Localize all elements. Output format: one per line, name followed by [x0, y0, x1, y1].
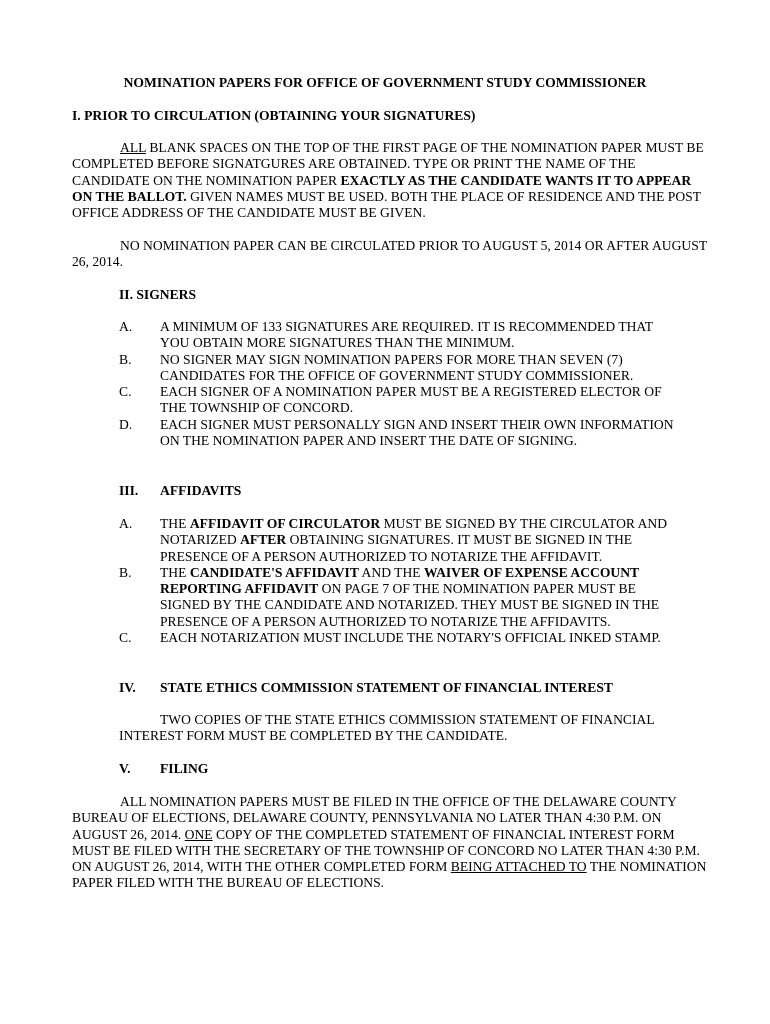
text: GIVEN NAMES MUST BE USED. BOTH THE PLACE OF RESIDENCE AND THE POST OFFICE ADDRESS OF THE CANDIDATE MUST BE GIVEN.: [72, 188, 701, 221]
section-1-paragraph-1: [72, 140, 712, 221]
signers-list: [119, 319, 679, 449]
item-text: EACH SIGNER MUST PERSONALLY SIGN AND INSERT THEIR OWN INFORMATION ON THE NOMINATION PAPER AND INSERT THE DATE OF SIGNING.: [160, 416, 674, 449]
item-text: [160, 516, 679, 565]
bold-text: CANDIDATE'S AFFIDAVIT: [189, 564, 359, 580]
document-title: NOMINATION PAPERS FOR OFFICE OF GOVERNMENT STUDY COMMISSIONER: [123, 75, 647, 90]
bold-text: EXACTLY AS THE CANDIDATE WANTS IT TO APPEAR ON THE BALLOT.: [72, 172, 692, 204]
list-item: [119, 565, 679, 630]
section-1-paragraph-2: NO NOMINATION PAPER CAN BE CIRCULATED PRIOR TO AUGUST 5, 2014 OR AFTER AUGUST 26, 2014.: [72, 238, 707, 270]
text: ON PAGE 7 OF THE NOMINATION PAPER MUST BE SIGNED BY THE CANDIDATE AND NOTARIZED. THEY MUST BE SIGNED IN THE PRESENCE OF A PERSON AUTHORIZED TO NOTARIZE THE AFFIDAVITS.: [160, 581, 660, 629]
list-item: [119, 319, 679, 352]
section-2-heading: II. SIGNERS: [119, 287, 197, 302]
section-1-heading: I. PRIOR TO CIRCULATION (OBTAINING YOUR SIGNATURES): [72, 108, 476, 123]
text: TWO COPIES OF THE STATE ETHICS COMMISSION STATEMENT OF FINANCIAL INTEREST FORM MUST BE COMPLETED BY THE CANDIDATE.: [119, 712, 655, 744]
list-item: [119, 417, 679, 450]
item-letter: D.: [119, 416, 133, 432]
text: COPY OF THE COMPLETED STATEMENT OF FINANCIAL INTEREST FORM MUST BE FILED WITH THE SECRETARY OF THE TOWNSHIP OF CONCORD NO LATER THAN 4:30 P.M. ON AUGUST 26, 2014, WITH THE OTHER COMPLETED FORM: [72, 826, 700, 875]
section-4-heading: [119, 680, 613, 696]
text: BLANK SPACES ON THE TOP OF THE FIRST PAGE OF THE NOMINATION PAPER MUST BE COMPLETED BEFORE SIGNATGURES ARE OBTAINED. TYPE OR PRINT THE NAME OF THE CANDIDATE ON THE NOMINATION PAPER: [72, 140, 704, 188]
item-text: EACH SIGNER OF A NOMINATION PAPER MUST BE A REGISTERED ELECTOR OF THE TOWNSHIP OF CONCORD.: [160, 384, 662, 416]
list-item: [119, 516, 679, 565]
section-3-heading: [119, 483, 241, 499]
section-title: STATE ETHICS COMMISSION STATEMENT OF FINANCIAL INTEREST: [160, 680, 613, 695]
section-number: III.: [119, 483, 139, 498]
bold-text: AFFIDAVIT OF CIRCULATOR: [189, 516, 381, 531]
item-letter: B.: [119, 564, 132, 580]
section-number: V.: [119, 761, 131, 776]
text: OBTAINING SIGNATURES. IT MUST BE SIGNED IN THE PRESENCE OF A PERSON AUTHORIZED TO NOTARIZE THE AFFIDAVIT.: [160, 532, 633, 564]
text: THE: [160, 564, 190, 580]
item-letter: B.: [119, 351, 132, 367]
section-title: FILING: [160, 761, 209, 776]
bold-text: AFTER: [240, 532, 287, 548]
list-item: [119, 384, 679, 417]
item-letter: C.: [119, 384, 132, 400]
item-letter: A.: [119, 516, 133, 531]
underlined-being-attached-to: BEING ATTACHED TO: [450, 859, 587, 875]
item-text: [160, 565, 679, 630]
text: MUST BE SIGNED BY THE CIRCULATOR AND NOTARIZED: [160, 516, 668, 548]
item-letter: C.: [119, 630, 132, 646]
item-text: NO SIGNER MAY SIGN NOMINATION PAPERS FOR MORE THAN SEVEN (7) CANDIDATES FOR THE OFFICE OF GOVERNMENT STUDY COMMISSIONER.: [160, 351, 634, 383]
underlined-one: ONE: [184, 826, 213, 842]
list-item: [119, 352, 679, 385]
underlined-all: ALL: [120, 140, 146, 155]
bold-text: WAIVER OF EXPENSE ACCOUNT REPORTING AFFIDAVIT: [160, 564, 639, 597]
text: ALL NOMINATION PAPERS MUST BE FILED IN THE OFFICE OF THE DELAWARE COUNTY BUREAU OF ELECTIONS, DELAWARE COUNTY, PENNSYLVANIA NO LATER THAN 4:30 P.M. ON AUGUST 26, 2014.: [72, 794, 677, 842]
text: THE: [160, 516, 190, 531]
item-text: A MINIMUM OF 133 SIGNATURES ARE REQUIRED. IT IS RECOMMENDED THAT YOU OBTAIN MORE SIGNATURES THAN THE MINIMUM.: [160, 319, 653, 351]
item-letter: A.: [119, 319, 133, 334]
text: AND THE: [358, 564, 424, 580]
section-4-paragraph: [119, 712, 679, 745]
section-5-heading: [119, 761, 208, 777]
section-5-paragraph: [72, 794, 712, 892]
text: THE NOMINATION PAPER FILED WITH THE BUREAU OF ELECTIONS.: [72, 859, 707, 891]
item-text: EACH NOTARIZATION MUST INCLUDE THE NOTARY'S OFFICIAL INKED STAMP.: [160, 630, 661, 646]
list-item: [119, 630, 679, 646]
affidavits-list: [119, 516, 679, 646]
section-title: AFFIDAVITS: [160, 483, 242, 498]
section-number: IV.: [119, 680, 136, 695]
